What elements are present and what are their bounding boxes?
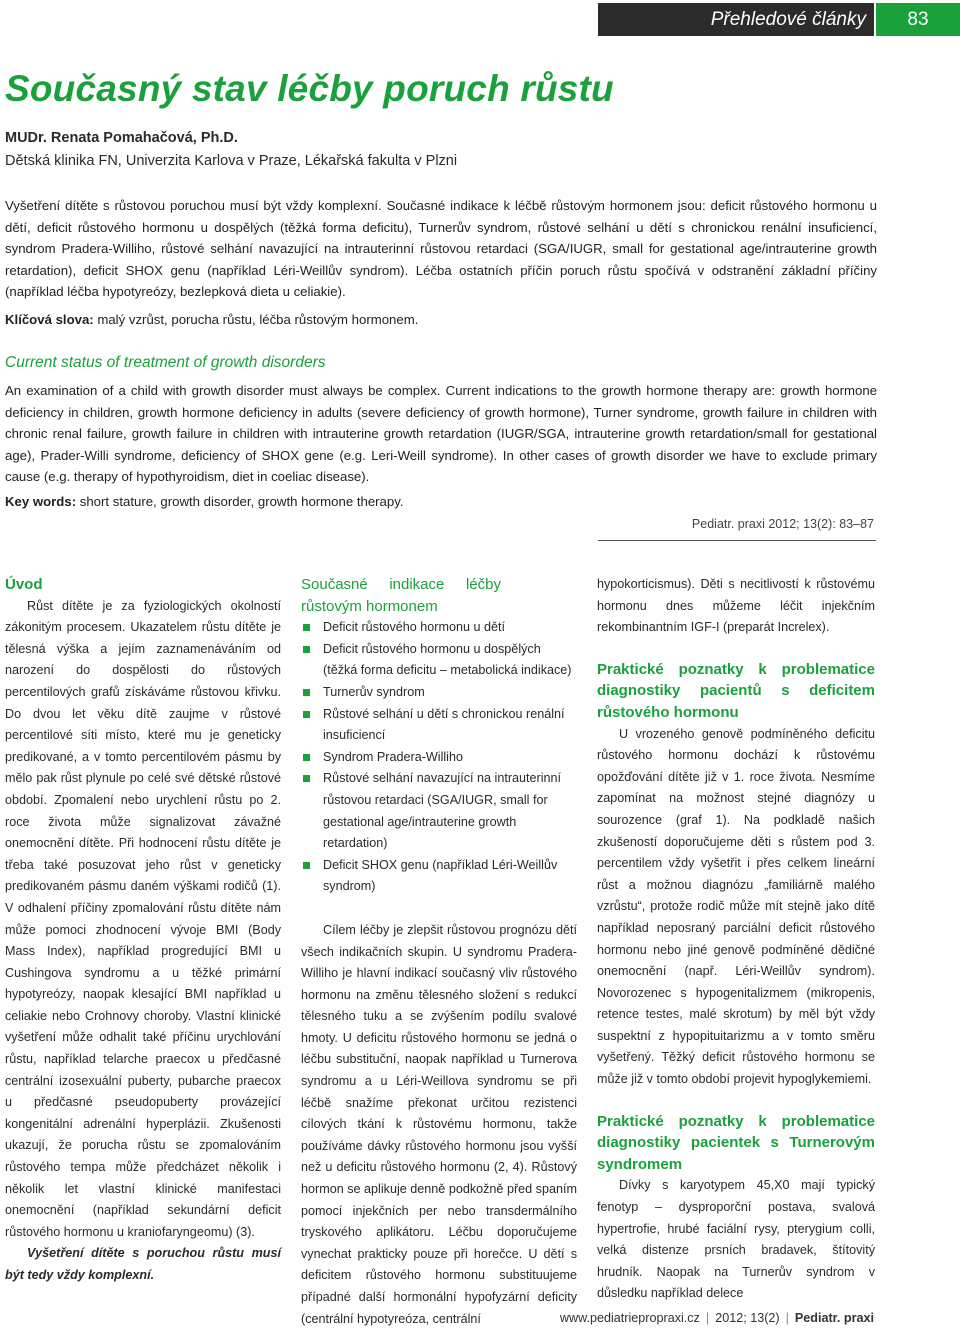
abstract-cz: Vyšetření dítěte s růstovou poruchou musí být vždy komplexní. Současné indikace k léčbě růstovým hormonem jsou: deficit růstového hormonu u dětí, deficit růstového hormonu u dospělých (těžká forma deficitu), Turnerův syndrom, růstové selhání u dětí s chronickou renální insuficiencí, syndrom Pradera-Williho, růstové selhání navazující na intrauterinní růstovou retardaci (SGA/IUGR, small for gestational age/intrauterine growth retardation), deficit SHOX genu (například Léri-Weillův syndrom). Léčba ostatních příčin poruch růstu spočívá v odstranění základní příčiny (například léčba hypotyreózy, bezlepková dieta u celiakie). (5, 198, 877, 300)
list-item: Růstové selhání navazující na intrauterinní růstovou retardaci (SGA/IUGR, small for gestational age/intrauterine growth retardation) (301, 768, 577, 854)
keywords-en (5, 494, 404, 509)
list-item: Deficit SHOX genu (například Léri-Weillův syndrom) (301, 855, 577, 898)
keywords-en-label: Key words: (5, 494, 77, 509)
citation: Pediatr. praxi 2012; 13(2): 83–87 (691, 517, 874, 531)
header-bar (598, 3, 960, 36)
english-title: Current status of treatment of growth disorders (5, 354, 326, 371)
page-number: 83 (876, 3, 960, 36)
divider (598, 540, 876, 541)
section-heading-gh-deficit: Praktické poznatky k problematice diagnostiky pacientů s deficitem růstového hormonu (597, 660, 875, 721)
column-2 (301, 574, 577, 1330)
keywords-cz-text: malý vzrůst, porucha růstu, léčba růstovým hormonem. (93, 312, 419, 327)
list-item: Růstové selhání u dětí s chronickou renální insuficiencí (301, 704, 577, 747)
body-paragraph: Růst dítěte je za fyziologických okolností zákonitým procesem. Ukazatelem růstu dítěte je tělesná výška a jejím zaznamenáváním od narození do dospělosti do růstových percentilových grafů získáváme růstovou křivku. Do dvou let věku dítě zaujme v růstové percentilové síti místo, které mu je geneticky predikované, a v tomto percentilovém pásmu by mělo pak růst plynule po celé své dětské růstové období. Zpomalení nebo urychlení růstu po 2. roce života může signalizovat závažné onemocnění dítěte. Při hodnocení růstu dítěte je třeba také posuzovat jeho růst v geneticky predikovaném pásmu daném výškami rodičů (1). V odhalení příčiny zpomalování růstu dítěte nám může pomoci zhodnocení vývoje BMI (Body Mass Index), například progredující BMI u Cushingova syndromu a u těžké primární hypotyreózy, naopak klesající BMI například u celiakie nebo Crohnovy choroby. Vlastní klinické vyšetření může odhalit také příčinu urychlování růstu, například telarche praecox u předčasné centrální izosexuální puberty, pubarche praecox u předčasné pseudopuberty provázející kongenitální adrenální hyperplázii. Zkušenosti ukazují, že porucha růstu se zpomalováním růstového tempa může předcházet několik i několik let vlastní klinické manifestaci onemocnění (například sekundární deficit růstového hormonu u kraniofaryngeomu) (3). (5, 598, 281, 1239)
keywords-cz (5, 312, 418, 327)
footer-issue: 2012; 13(2) (715, 1311, 780, 1325)
list-item: Deficit růstového hormonu u dospělých (těžká forma deficitu – metabolická indikace) (301, 639, 577, 682)
section-heading-turner: Praktické poznatky k problematice diagnostiky pacientek s Turnerovým syndromem (597, 1112, 875, 1173)
body-paragraph: Cílem léčby je zlepšit růstovou prognózu dětí všech indikačních skupin. U syndromu Pradera-Williho je hlavní indikací současný vliv růstového hormonu na změnu tělesného složení s redukcí tělesného tuku a se zvýšením podílu svalové hmoty. U deficitu růstového hormonu se jedná o léčbu substituční, naopak například u Turnerova syndromu a u Léri-Weillova syndromu se při léčbě snažíme překonat určitou rezistenci cílových tkání k růstovému hormonu, takže používáme dávky růstového hormonu jsou vyšší než u deficitu růstového hormonu (2, 4). Růstový hormon se aplikuje denně podkožně před spaním pomocí injekčních per nebo transdermálního tryskového aplikátoru. Léčbu doporučujeme vynechat prakticky pouze při horečce. U dětí s deficitem růstového hormonu substituujeme případné další hormonální hypofyzární deficity (centrální hypotyreóza, centrální (301, 922, 577, 1326)
footer-separator: | (705, 1311, 710, 1325)
keywords-cz-label: Klíčová slova: (5, 312, 94, 327)
body-paragraph: Dívky s karyotypem 45,X0 mají typický fenotyp – dysproporční postava, svalová hypertrofie, hrubé faciální rysy, pterygium colli, velká distenze prsních bradavek, štítovitý hrudník. Naopak na Turnerův syndrom v důsledku například delece (597, 1178, 875, 1301)
indications-list (301, 617, 577, 898)
footer-separator: | (785, 1311, 789, 1325)
body-paragraph: U vrozeného genově podmíněného deficitu růstového hormonu dochází k růstovému opožďování dítěte již v 1. roce života. Nesmíme zapomínat na možnost stejné diagnózy u sourozence (graf 1). Na podkladě našich zkušeností doporučujeme děti s růstem pod 3. percentilem vždy vyšetřit i přes celkem lineární růst a možnou diagnózu „familiárně malého vzrůstu“, protože rodič může mít stejně jako dítě například neposraný parciální deficit růstového hormonu nebo jiné genově podmíněné dědičné onemocnění (např. Léri-Weillův syndrom). Novorozenec s hypogenitalizmem (mikropenis, retence testes, malé skrotum) by měl být vždy suspektní z hypopituitarizmu a v tomto směru vyšetřený. Těžký deficit růstového hormonu se může již v tomto období projevit hypoglykemiemi. (597, 726, 875, 1087)
article-title: Současný stav léčby poruch růstu (5, 68, 614, 109)
abstract-en: An examination of a child with growth disorder must always be complex. Current indications to the growth hormone therapy are: growth hormone deficiency in children, growth hormone deficiency in adults (severe deficiency of growth hormone), Turner syndrome, growth failure in children with chronic renal failure, growth failure in children with intrauterine growth retardation (IUGR/SGA, intrauterine growth retardation/small for gestational age), Prader-Willi syndrome, deficiency of SHOX gene (e.g. Leri-Weill syndrome). In other cases of growth disorder we have to exclude primary cause (e.g. therapy of hypothyroidism, diet in coeliac disease). (5, 383, 877, 485)
page-footer (560, 1311, 874, 1325)
footer-url: www.pediatriepropraxi.cz (559, 1311, 700, 1325)
list-item: Syndrom Pradera-Williho (301, 747, 577, 769)
affiliation: Dětská klinika FN, Univerzita Karlova v Praze, Lékařská fakulta v Plzni (5, 153, 458, 169)
column-1 (5, 574, 281, 1287)
emphasis-paragraph: Vyšetření dítěte s poruchou růstu musí být tedy vždy komplexní. (5, 1246, 281, 1282)
body-paragraph: hypokorticismus). Děti s necitlivostí k růstovému hormonu dnes můžeme léčit injekčním rekombinantním IGF-I (preparát Increlex). (597, 577, 875, 635)
section-label: Přehledové články (598, 3, 874, 36)
list-item: Turnerův syndrom (301, 682, 577, 704)
section-heading-uvod: Úvod (5, 576, 43, 593)
list-item: Deficit růstového hormonu u dětí (301, 617, 577, 639)
section-heading-indications: Současné indikace léčby růstovým hormonem (301, 576, 501, 615)
footer-journal: Pediatr. praxi (794, 1311, 874, 1325)
column-3 (597, 574, 875, 1305)
author: MUDr. Renata Pomahačová, Ph.D. (5, 130, 238, 146)
keywords-en-text: short stature, growth disorder, growth hormone therapy. (76, 494, 404, 509)
